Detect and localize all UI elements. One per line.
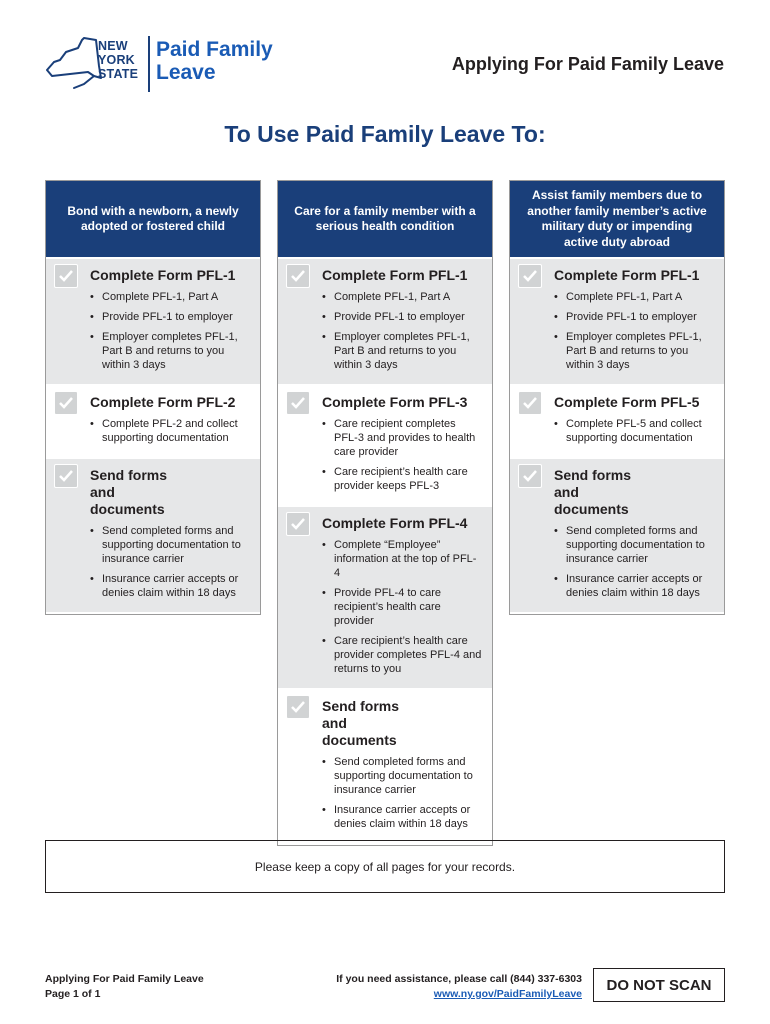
- checkmark-icon: [58, 268, 74, 284]
- checkmark-icon: [290, 268, 306, 284]
- logo-brand-line-2: Leave: [156, 61, 216, 84]
- logo-state-line-1: NEW: [98, 39, 128, 53]
- list-item: • Complete PFL-5 and collect supporting documentation: [554, 417, 714, 445]
- step-pfl-3: [278, 386, 492, 507]
- checkmark-icon: [290, 395, 306, 411]
- records-note: Please keep a copy of all pages for your records.: [45, 840, 725, 893]
- footer-doc-title: Applying For Paid Family Leave: [45, 973, 204, 985]
- checkmark-icon: [522, 268, 538, 284]
- column-heading: Bond with a newborn, a newly adopted or fostered child: [46, 181, 260, 259]
- checkbox[interactable]: [518, 264, 542, 288]
- step-title: Complete Form PFL-1: [90, 267, 236, 283]
- step-title: Send forms and documents: [322, 698, 400, 748]
- list-item: • Complete PFL-1, Part A: [90, 290, 250, 304]
- step-title: Complete Form PFL-3: [322, 394, 468, 410]
- checkbox[interactable]: [286, 695, 310, 719]
- list-item: • Care recipient’s health care provider keeps PFL-3: [322, 465, 482, 493]
- checkmark-icon: [522, 395, 538, 411]
- step-title: Complete Form PFL-1: [322, 267, 468, 283]
- header-title: Applying For Paid Family Leave: [451, 54, 724, 74]
- logo-state-line-3: STATE: [98, 67, 139, 81]
- step-title: Complete Form PFL-4: [322, 515, 468, 531]
- list-item: • Care recipient’s health care provider completes PFL-4 and returns to you: [322, 634, 482, 676]
- column-heading: Assist family members due to another family member’s active military duty or impending active duty abroad: [510, 181, 724, 259]
- checkbox[interactable]: [286, 391, 310, 415]
- logo-brand-text: [156, 38, 273, 84]
- checkbox[interactable]: [54, 264, 78, 288]
- step-title: Send forms and documents: [554, 467, 632, 517]
- column-care: [277, 180, 493, 846]
- checkmark-icon: [290, 699, 306, 715]
- step-pfl-1: [510, 259, 724, 386]
- list-item: • Insurance carrier accepts or denies claim within 18 days: [322, 803, 482, 831]
- checkbox[interactable]: [54, 391, 78, 415]
- step-send-forms: [46, 459, 260, 614]
- footer-link[interactable]: www.ny.gov/PaidFamilyLeave: [433, 988, 582, 1000]
- checkmark-icon: [58, 395, 74, 411]
- checkmark-icon: [290, 516, 306, 532]
- list-item: • Complete PFL-1, Part A: [322, 290, 482, 304]
- do-not-scan-stamp: DO NOT SCAN: [593, 968, 725, 1002]
- step-pfl-1: [46, 259, 260, 386]
- nys-pfl-logo: [44, 36, 274, 96]
- checkbox[interactable]: [54, 464, 78, 488]
- list-item: • Provide PFL-1 to employer: [554, 310, 714, 324]
- logo-brand-line-1: Paid Family: [156, 38, 273, 61]
- list-item: • Provide PFL-1 to employer: [90, 310, 250, 324]
- step-pfl-1: [278, 259, 492, 386]
- list-item: • Send completed forms and supporting documentation to insurance carrier: [322, 755, 482, 797]
- list-item: • Insurance carrier accepts or denies claim within 18 days: [554, 572, 714, 600]
- list-item: • Complete “Employee” information at the top of PFL-4: [322, 538, 482, 580]
- step-send-forms: [278, 690, 492, 845]
- list-item: • Employer completes PFL-1, Part B and returns to you within 3 days: [322, 330, 482, 372]
- column-heading: Care for a family member with a serious health condition: [278, 181, 492, 259]
- footer-assistance-text: If you need assistance, please call (844) 337-6303: [336, 973, 582, 985]
- checkmark-icon: [58, 468, 74, 484]
- footer-assistance: [336, 972, 582, 1002]
- logo-state-line-2: YORK: [98, 53, 135, 67]
- new-york-state-outline-icon: [44, 36, 102, 92]
- step-title: Complete Form PFL-2: [90, 394, 236, 410]
- step-pfl-4: [278, 507, 492, 690]
- checkbox[interactable]: [286, 512, 310, 536]
- list-item: • Care recipient completes PFL-3 and provides to health care provider: [322, 417, 482, 459]
- step-title: Complete Form PFL-5: [554, 394, 700, 410]
- list-item: • Insurance carrier accepts or denies claim within 18 days: [90, 572, 250, 600]
- page-title: To Use Paid Family Leave To:: [224, 121, 546, 147]
- checkmark-icon: [522, 468, 538, 484]
- checkbox[interactable]: [286, 264, 310, 288]
- checkbox[interactable]: [518, 391, 542, 415]
- list-item: • Complete PFL-1, Part A: [554, 290, 714, 304]
- column-bond: [45, 180, 261, 615]
- list-item: • Employer completes PFL-1, Part B and returns to you within 3 days: [90, 330, 250, 372]
- list-item: • Provide PFL-4 to care recipient’s health care provider: [322, 586, 482, 628]
- checkbox[interactable]: [518, 464, 542, 488]
- list-item: • Provide PFL-1 to employer: [322, 310, 482, 324]
- step-title: Complete Form PFL-1: [554, 267, 700, 283]
- step-pfl-5: [510, 386, 724, 459]
- column-military: [509, 180, 725, 615]
- footer-left: [45, 972, 204, 1002]
- logo-divider: [148, 36, 150, 92]
- step-send-forms: [510, 459, 724, 614]
- step-title: Send forms and documents: [90, 467, 168, 517]
- step-pfl-2: [46, 386, 260, 459]
- list-item: • Complete PFL-2 and collect supporting documentation: [90, 417, 250, 445]
- list-item: • Send completed forms and supporting documentation to insurance carrier: [90, 524, 250, 566]
- list-item: • Send completed forms and supporting documentation to insurance carrier: [554, 524, 714, 566]
- footer-page-number: Page 1 of 1: [45, 988, 101, 1000]
- list-item: • Employer completes PFL-1, Part B and returns to you within 3 days: [554, 330, 714, 372]
